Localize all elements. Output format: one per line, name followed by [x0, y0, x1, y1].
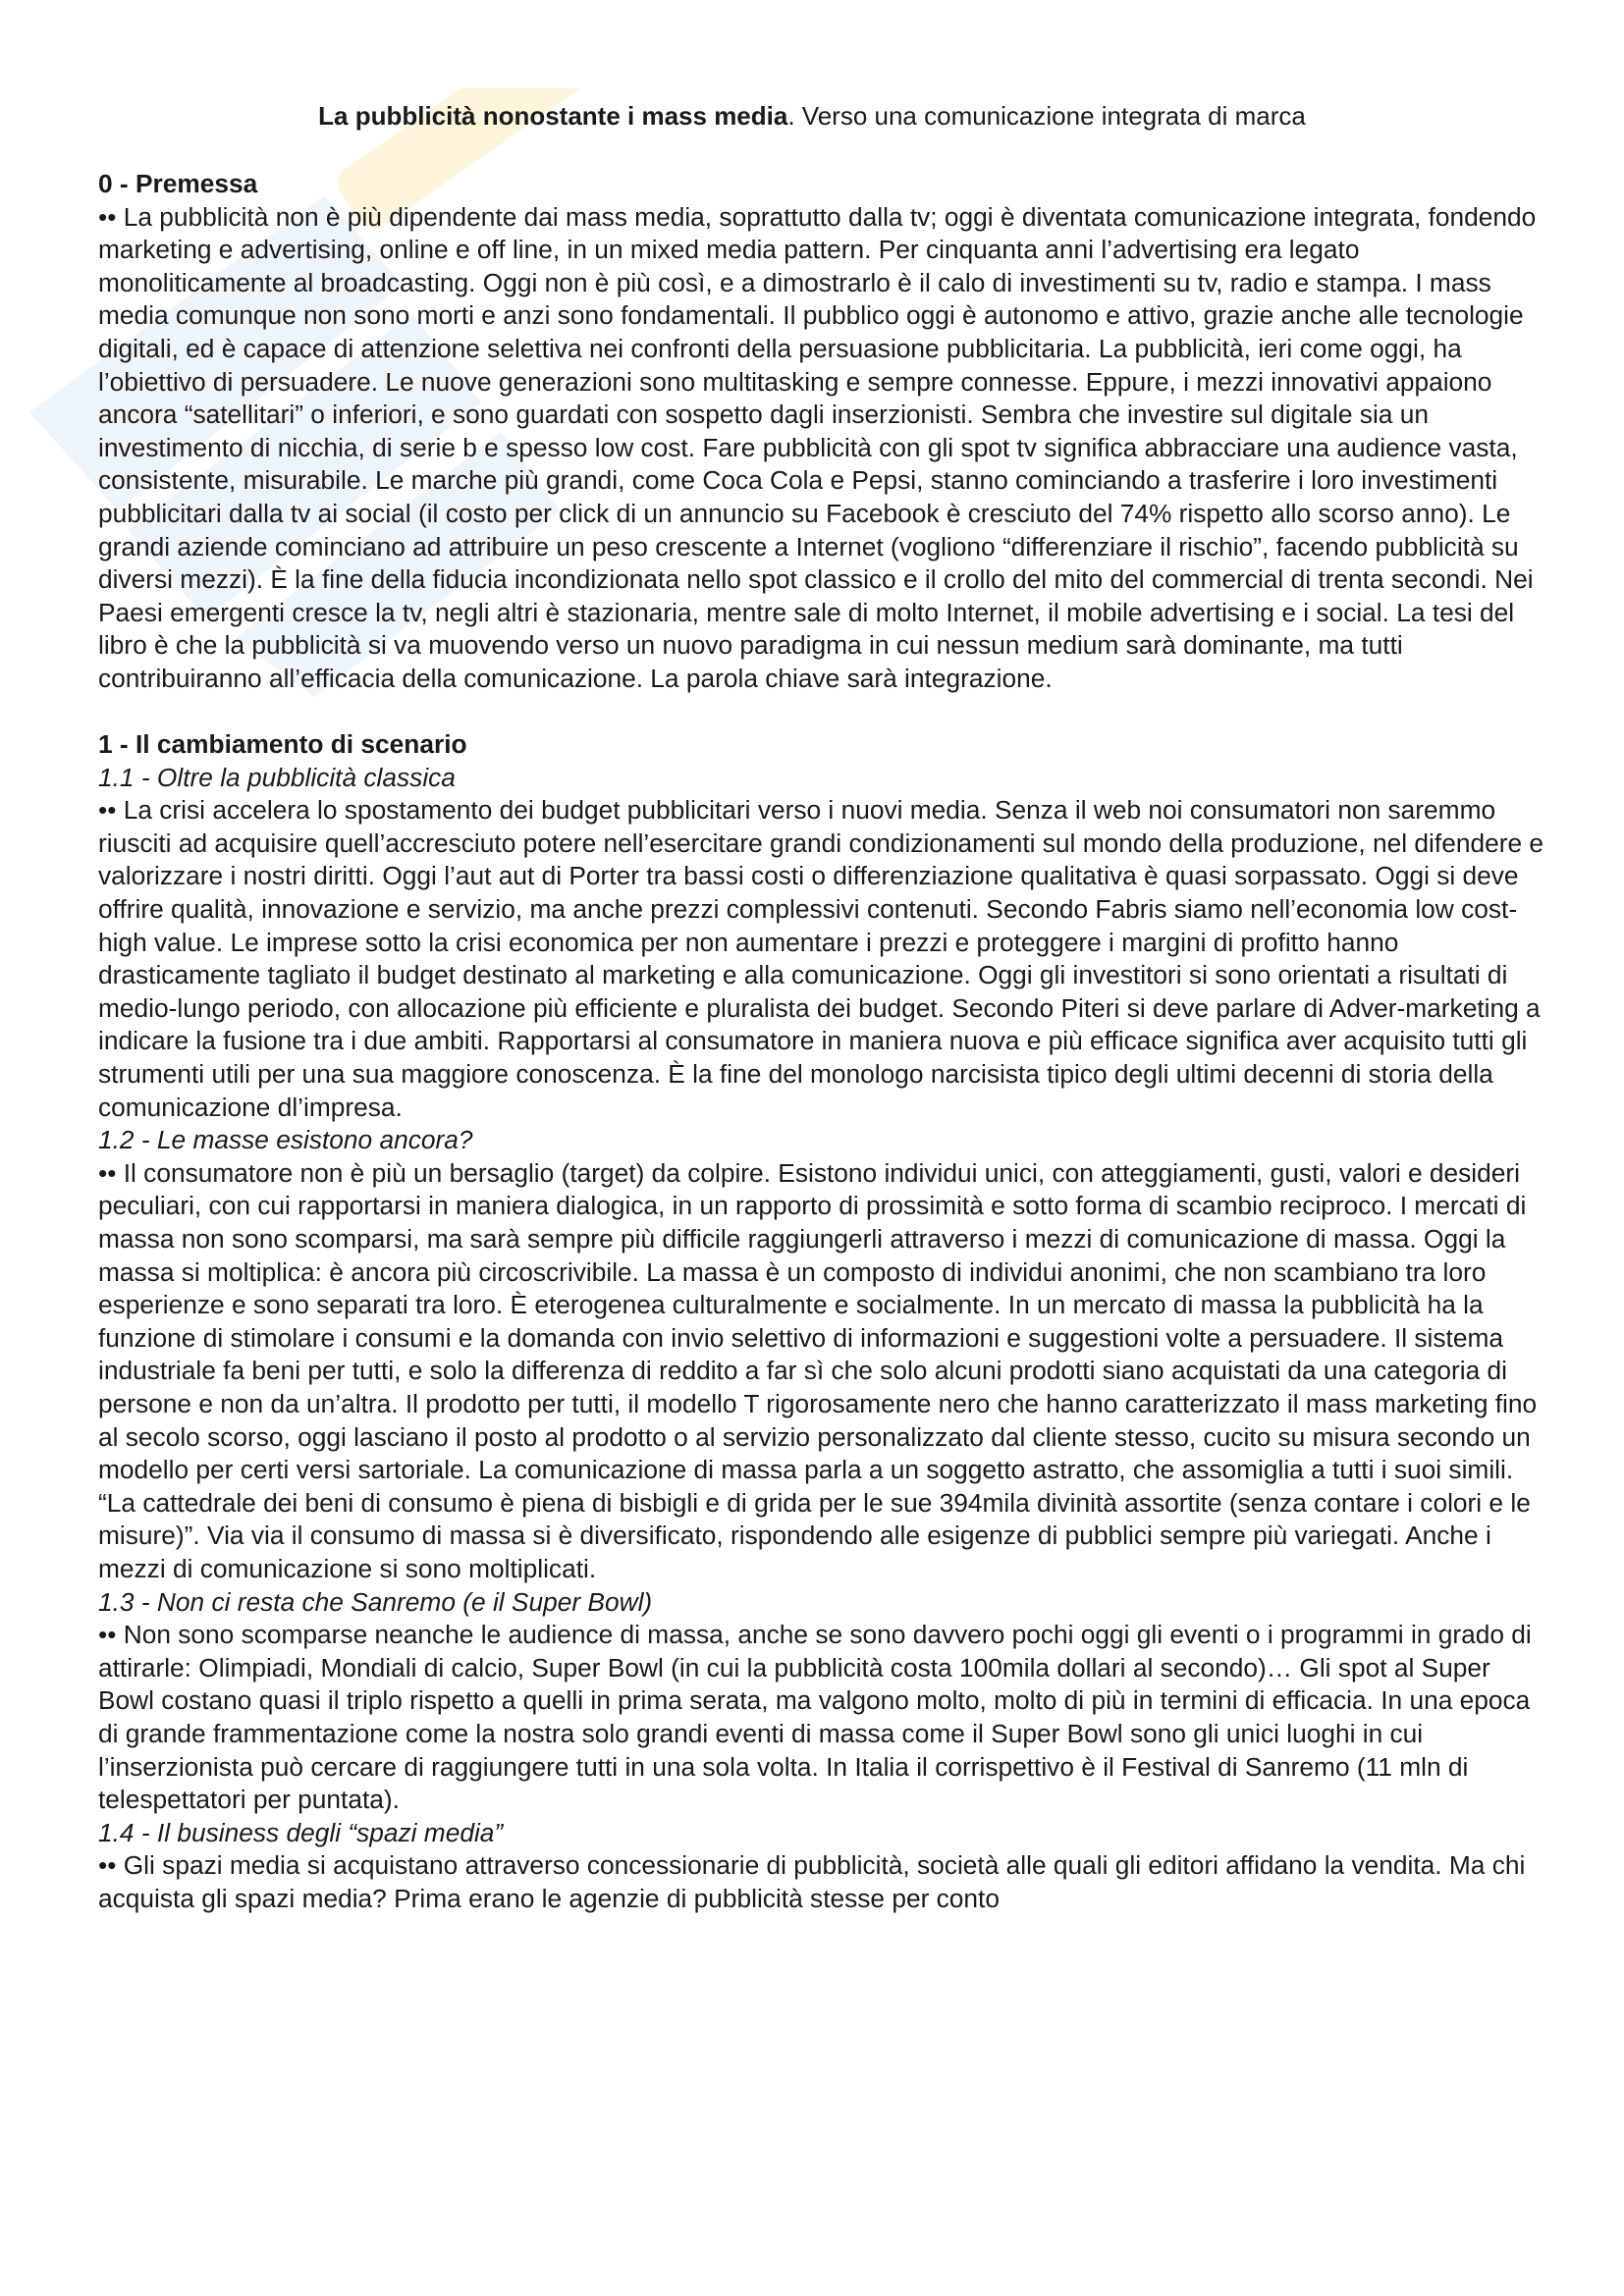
- title-bold: La pubblicità nonostante i mass media: [318, 101, 788, 131]
- section-heading-scenario: 1 - Il cambiamento di scenario: [98, 729, 467, 760]
- subsection-heading-1-1: 1.1 - Oltre la pubblicità classica: [98, 762, 456, 792]
- spacer: [98, 696, 1551, 729]
- subsection-heading-1-2: 1.2 - Le masse esistono ancora?: [98, 1125, 473, 1155]
- paragraph-1-2: •• Il consumatore non è più un bersaglio (target) da colpire. Esistono individui unici, con atteggiamenti, gusti, valori e desideri peculiari, con cui rapportarsi in maniera dialogica, in un rapporto di prossimità e sotto forma di scambio reciproco. I mercati di massa non sono scomparsi, ma sarà sempre più difficile raggiungerli attraverso i mezzi di comunicazione di massa. Oggi la massa si moltiplica: è ancora più circoscrivibile. La massa è un composto di individui anonimi, che non scambiano tra loro esperienze e sono separati tra loro. È eterogenea culturalmente e socialmente. In un mercato di massa la pubblicità ha la funzione di stimolare i consumi e la domanda con invio selettivo di informazioni e suggestioni volte a persuadere. Il sistema industriale fa beni per tutti, e solo la differenza di reddito a far sì che solo alcuni prodotti siano acquistati da una categoria di persone e non da un’altra. Il prodotto per tutti, il modello T rigorosamente nero che hanno caratterizzato il mass marketing fino al secolo scorso, oggi lasciano il posto al prodotto o al servizio personalizzato dal cliente stesso, cucito su misura secondo un modello per certi versi sartoriale. La comunicazione di massa parla a un soggetto astratto, che assomiglia a tutti i suoi simili. “La cattedrale dei beni di consumo è piena di bisbigli e di grida per le sue 394mila divinità assortite (senza contare i colori e le misure)”. Via via il consumo di massa si è diversificato, rispondendo alle esigenze di pubblici sempre più variegati. Anche i mezzi di comunicazione si sono moltiplicati.: [98, 1157, 1538, 1583]
- subsection-heading-1-3: 1.3 - Non ci resta che Sanremo (e il Super Bowl): [98, 1586, 653, 1617]
- paragraph-1-3: •• Non sono scomparse neanche le audience di massa, anche se sono davvero pochi oggi gli eventi o i programmi in grado di attirarle: Olimpiadi, Mondiali di calcio, Super Bowl (in cui la pubblicità costa 100mila dollari al secondo)… Gli spot al Super Bowl costano quasi il triplo rispetto a quelli in prima serata, ma valgono molto, molto di più in termini di efficacia. In una epoca di grande frammentazione come la nostra solo grandi eventi di massa come il Super Bowl sono gli unici luoghi in cui l’inserzionista può cercare di raggiungere tutti in una sola volta. In Italia il corrispettivo è il Festival di Sanremo (11 mln di telespettatori per puntata).: [98, 1620, 1532, 1815]
- paragraph-1-1: •• La crisi accelera lo spostamento dei budget pubblicitari verso i nuovi media. Senza il web noi consumatori non saremmo riusciti ad acquisire quell’accresciuto potere nell’esercitare grandi condizionamenti sul mondo della produzione, nel difendere e valorizzare i nostri diritti. Oggi l’aut aut di Porter tra bassi costi o differenziazione qualitativa è quasi sorpassato. Oggi si deve offrire qualità, innovazione e servizio, ma anche prezzi complessivi contenuti. Secondo Fabris siamo nell’economia low cost-high value. Le imprese sotto la crisi economica per non aumentare i prezzi e proteggere i margini di profitto hanno drasticamente tagliato il budget destinato al marketing e alla comunicazione. Oggi gli investitori si sono orientati a risultati di medio-lungo periodo, con allocazione più efficiente e pluralista dei budget. Secondo Piteri si deve parlare di Adver-marketing a indicare la fusione tra i due ambiti. Rapportarsi al consumatore in maniera nuova e più efficace significa aver acquisito tutti gli strumenti utili per una sua maggiore conoscenza. È la fine del monologo narcisista tipico degli ultimi decenni di storia della comunicazione dl’impresa.: [98, 795, 1544, 1122]
- document-title: [0, 99, 1624, 133]
- section-heading-premessa: 0 - Premessa: [98, 169, 258, 198]
- title-rest: . Verso una comunicazione integrata di marca: [787, 101, 1306, 131]
- subsection-heading-1-4: 1.4 - Il business degli “spazi media”: [98, 1817, 504, 1847]
- document-body: [98, 168, 1551, 1915]
- paragraph-premessa: •• La pubblicità non è più dipendente dai mass media, soprattutto dalla tv; oggi è diventata comunicazione integrata, fondendo marketing e advertising, online e off line, in un mixed media pattern. Per cinquanta anni l’advertising era legato monoliticamente al broadcasting. Oggi non è più così, e a dimostrarlo è il calo di investimenti su tv, radio e stampa. I mass media comunque non sono morti e anzi sono fondamentali. Il pubblico oggi è autonomo e attivo, grazie anche alle tecnologie digitali, ed è capace di attenzione selettiva nei confronti della persuasione pubblicitaria. La pubblicità, ieri come oggi, ha l’obiettivo di persuadere. Le nuove generazioni sono multitasking e sempre connesse. Eppure, i mezzi innovativi appaiono ancora “satellitari” o inferiori, e sono guardati con sospetto dagli inserzionisti. Sembra che investire sul digitale sia un investimento di nicchia, di serie b e spesso low cost. Fare pubblicità con gli spot tv significa abbracciare una audience vasta, consistente, misurabile. Le marche più grandi, come Coca Cola e Pepsi, stanno cominciando a trasferire i loro investimenti pubblicitari dalla tv ai social (il costo per click di un annuncio su Facebook è cresciuto del 74% rispetto allo scorso anno). Le grandi aziende cominciano ad attribuire un peso crescente a Internet (vogliono “differenziare il rischio”, facendo pubblicità su diversi mezzi). È la fine della fiducia incondizionata nello spot classico e il crollo del mito del commercial di trenta secondi. Nei Paesi emergenti cresce la tv, negli altri è stazionaria, mentre sale di molto Internet, il mobile advertising e i social. La tesi del libro è che la pubblicità si va muovendo verso un nuovo paradigma in cui nessun medium sarà dominante, ma tutti contribuiranno all’efficacia della comunicazione. La parola chiave sarà integrazione.: [98, 201, 1537, 693]
- paragraph-1-4: •• Gli spazi media si acquistano attraverso concessionarie di pubblicità, società alle quali gli editori affidano la vendita. Ma chi acquista gli spazi media? Prima erano le agenzie di pubblicità stesse per conto: [98, 1850, 1526, 1913]
